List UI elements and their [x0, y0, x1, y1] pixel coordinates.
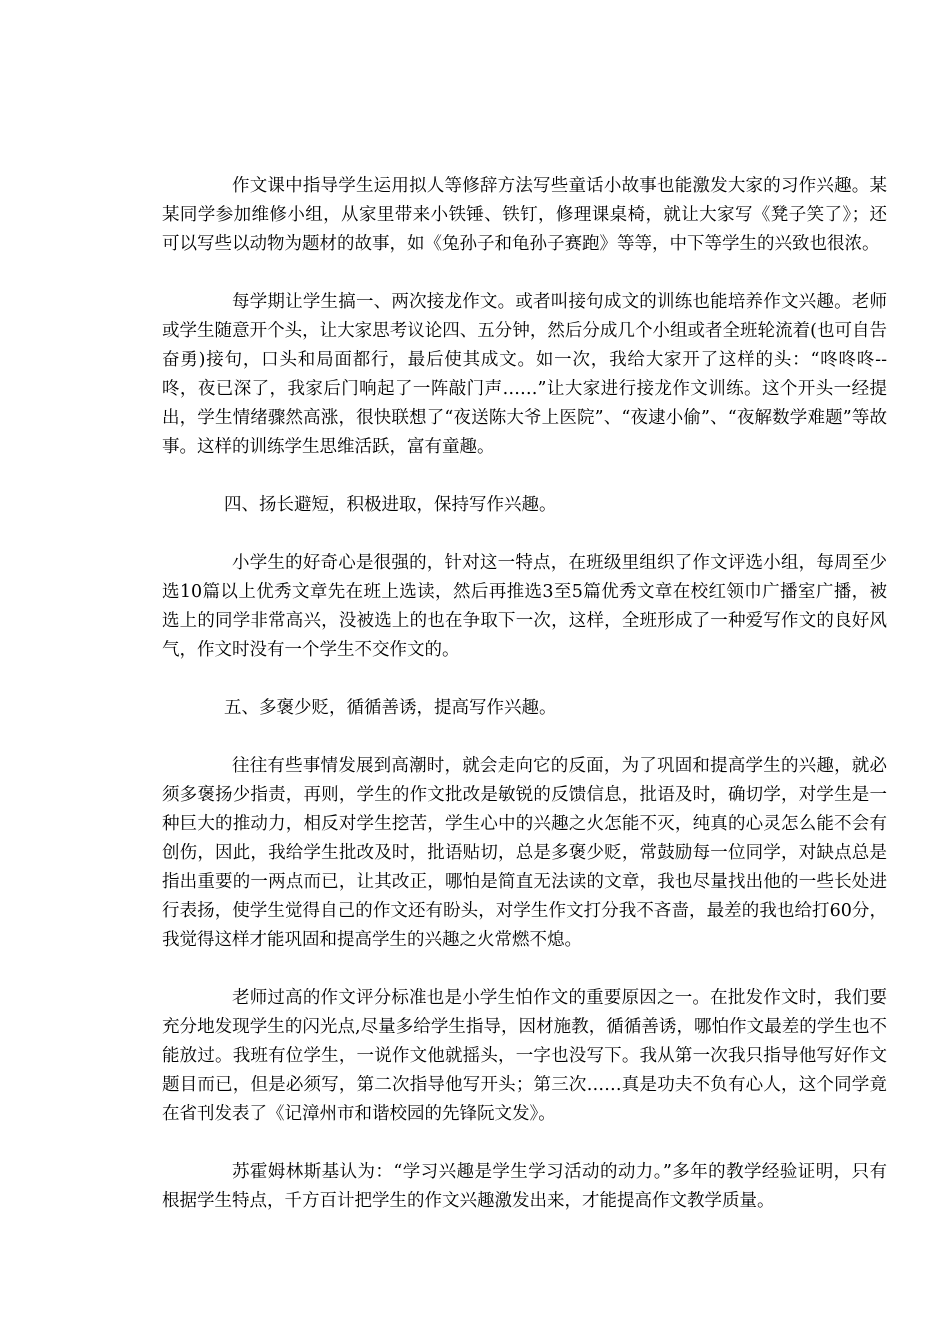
paragraph-fairy-tale-writing: 作文课中指导学生运用拟人等修辞方法写些童话小故事也能激发大家的习作兴趣。某某同学参加维修小组，从家里带来小铁锤、铁钉，修理课桌椅，就让大家写《凳子笑了》；还可以写些以动物为题材的故事，如《兔孙子和龟孙子赛跑》等等，中下等学生的兴致也很浓。	[162, 176, 887, 254]
paragraph-grading-standards: 老师过高的作文评分标准也是小学生怕作文的重要原因之一。在批发作文时，我们要充分地发现学生的闪光点,尽量多给学生指导，因材施教，循循善诱，哪怕作文最差的学生也不能放过。我班有位学生，一说作文他就摇头，一字也没写下。我从第一次我只指导他写好作文题目而已，但是必须写，第二次指导他写开头；第三次……真是功夫不负有心人，这个同学竟在省刊发表了《记漳州市和谐校园的先锋阮文发》。	[162, 988, 887, 1124]
section-heading-5: 五、多褒少贬，循循善诱，提高写作兴趣。	[224, 698, 557, 718]
paragraph-praise-more: 往往有些事情发展到高潮时，就会走向它的反面，为了巩固和提高学生的兴趣，就必须多褒扬少指责，再则，学生的作文批改是敏锐的反馈信息，批语及时，确切学，对学生是一种巨大的推动力，相反对学生挖苦，学生心中的兴趣之火怎能不灭，纯真的心灵怎么能不会有创伤，因此，我给学生批改及时，批语贴切，总是多褒少贬，常鼓励每一位同学，对缺点总是指出重要的一两点而已，让其改正，哪怕是简直无法读的文章，我也尽量找出他的一些长处进行表扬，使学生觉得自己的作文还有盼头，对学生作文打分我不吝啬，最差的我也给打60分，我觉得这样才能巩固和提高学生的兴趣之火常燃不熄。	[162, 756, 887, 950]
paragraph-relay-writing: 每学期让学生搞一、两次接龙作文。或者叫接句成文的训练也能培养作文兴趣。老师或学生随意开个头，让大家思考议论四、五分钟，然后分成几个小组或者全班轮流着(也可自告奋勇)接句，口头和局面都行，最后使其成文。如一次，我给大家开了这样的头：“咚咚咚--咚，夜已深了，我家后门响起了一阵敲门声……”让大家进行接龙作文训练。这个开头一经提出，学生情绪骤然高涨，很快联想了“夜送陈大爷上医院”、“夜逮小偷”、“夜解数学难题”等故事。这样的训练学生思维活跃，富有童趣。	[162, 292, 887, 457]
paragraph-conclusion: 苏霍姆林斯基认为：“学习兴趣是学生学习活动的动力。”多年的教学经验证明，只有根据学生特点，千方百计把学生的作文兴趣激发出来，才能提高作文教学质量。	[162, 1162, 887, 1211]
document-body	[162, 172, 887, 1245]
paragraph-selection-group: 小学生的好奇心是很强的，针对这一特点，在班级里组织了作文评选小组，每周至少选10篇以上优秀文章先在班上选读，然后再推选3至5篇优秀文章在校红领巾广播室广播，被选上的同学非常高兴，没被选上的也在争取下一次，这样，全班形成了一种爱写作文的良好风气，作文时没有一个学生不交作文的。	[162, 553, 887, 660]
section-heading-4: 四、扬长避短，积极进取，保持写作兴趣。	[224, 495, 557, 515]
